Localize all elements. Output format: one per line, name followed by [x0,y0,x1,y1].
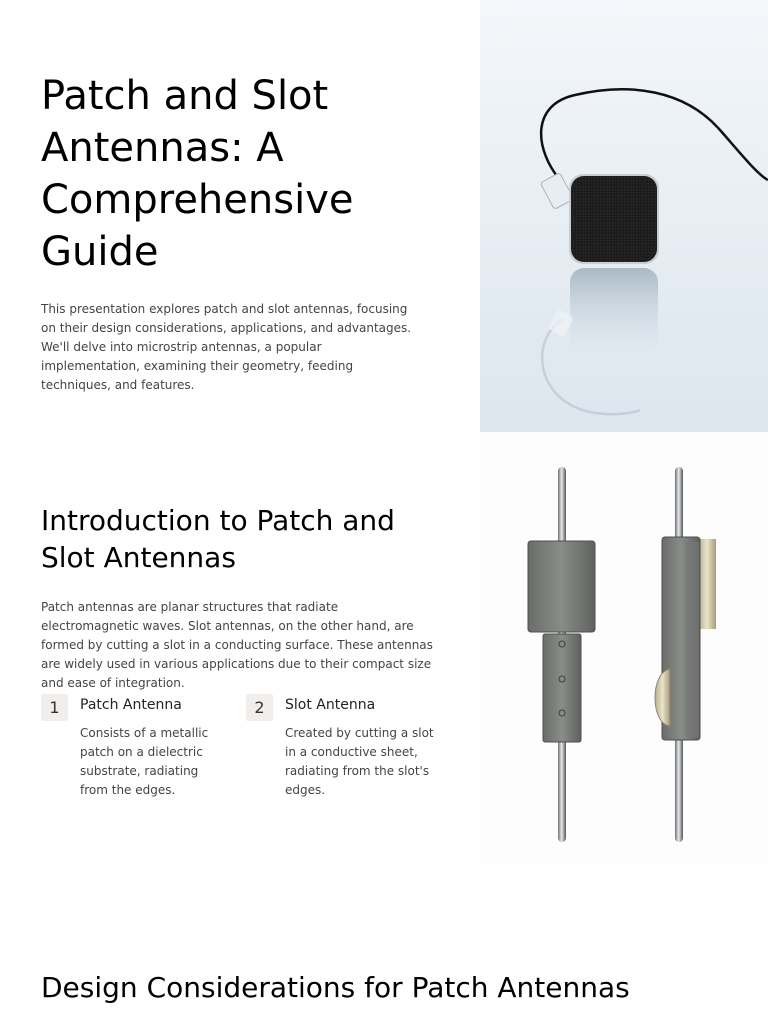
feature-title: Slot Antenna [285,697,376,713]
slot-antenna-photo [480,432,768,864]
feature-number-badge: 2 [246,694,273,721]
hero-title: Patch and Slot Antennas: A Comprehensive Guide [41,73,354,275]
intro-description: Patch antennas are planar structures that radiate electromagnetic waves. Slot antennas, on the other hand, are formed by cutting a slot in a conducting surface. These antennas are widely used in various applications due to their compact size and ease of integration. [41,600,433,690]
hero-section [41,70,441,395]
patch-antenna-illustration [480,0,768,432]
design-section-title: Design Considerations for Patch Antennas [41,971,630,1004]
intro-section [41,502,441,693]
feature-description: Consists of a metallic patch on a dielectric substrate, radiating from the edges. [80,726,209,797]
intro-title: Introduction to Patch and Slot Antennas [41,504,395,574]
hero-description: This presentation explores patch and slot antennas, focusing on their design considerations, applications, and advantages. We'll delve into microstrip antennas, a popular implementation, examining their geometry, feeding techniques, and features. [41,302,412,392]
antenna-pair-illustration [480,432,768,864]
patch-antenna-photo [480,0,768,432]
feature-list [41,694,441,804]
feature-description: Created by cutting a slot in a conductive sheet, radiating from the slot's edges. [285,726,434,797]
feature-number-badge: 1 [41,694,68,721]
feature-title: Patch Antenna [80,697,182,713]
